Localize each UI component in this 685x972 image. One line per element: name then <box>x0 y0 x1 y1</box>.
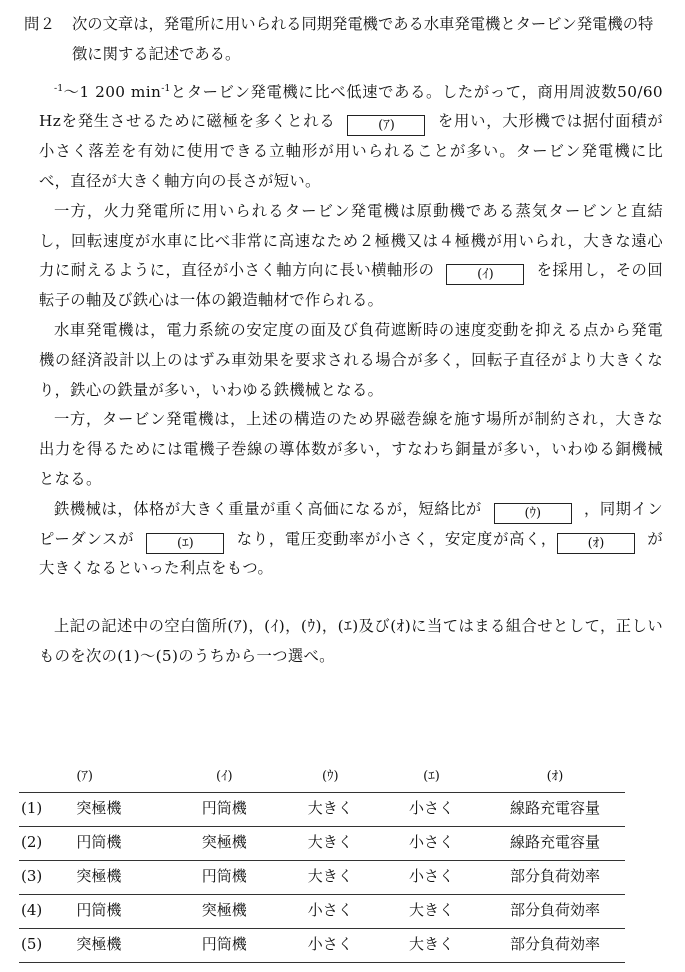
option-cell-i: 円筒機 <box>166 792 283 826</box>
paragraph-5 <box>24 495 663 584</box>
answer-option-row-4 <box>19 894 625 928</box>
paragraph-2 <box>24 197 663 316</box>
blank-o: (ｵ) <box>557 533 635 554</box>
blank-i: (ｲ) <box>446 264 524 285</box>
header-cell-o: (ｵ) <box>546 769 564 784</box>
option-cell-e: 小さく <box>378 792 485 826</box>
option-cell-u: 小さく <box>283 894 378 928</box>
option-cell-a: 突極機 <box>62 928 166 962</box>
paragraph-1-text-3: とタービン発電機に比べ低速である。したがって，商用周波数50/60 Hzを発生させるために磁極を多くとれる <box>39 82 663 131</box>
question-intro: 次の文章は，発電所に用いられる同期発電機である水車発電機とタービン発電機の特徴に関する記述である。 <box>72 15 654 63</box>
paragraph-1-text-2: ～1 200 min <box>63 82 162 101</box>
option-cell-u: 小さく <box>283 928 378 962</box>
option-cell-e: 大きく <box>378 928 485 962</box>
blank-e: (ｴ) <box>146 533 224 554</box>
paragraph-5-text-2: ，同期インピーダンスが <box>39 499 663 548</box>
option-cell-o: 線路充電容量 <box>485 792 625 826</box>
header-cell-u: (ｳ) <box>321 769 339 784</box>
paragraph-4: 一方，タービン発電機は，上述の構造のため界磁巻線を施す場所が制約され，大きな出力を得るためには電機子巻線の導体数が多い，すなわち銅量が多い，いわゆる銅機械となる。 <box>39 410 663 488</box>
blank-u: (ｳ) <box>494 503 572 524</box>
option-cell-a: 突極機 <box>62 860 166 894</box>
answer-table-header-row <box>19 762 625 792</box>
answer-table <box>19 762 625 963</box>
paragraph-2-text-1: 一方，火力発電所に用いられるタービン発電機は原動機である蒸気タービンと直結し，回転速度が水車に比べ非常に高速なため２極機又は４極機が用いられ，大きな遠心力に耐えるように，直径が小さく軸方向に長い横軸形の <box>39 201 663 280</box>
option-cell-a: 突極機 <box>62 792 166 826</box>
paragraph-1 <box>24 74 663 197</box>
option-cell-i: 円筒機 <box>166 860 283 894</box>
option-cell-e: 大きく <box>378 894 485 928</box>
paragraph-3: 水車発電機は，電力系統の安定度の面及び負荷遮断時の速度変動を抑える点から発電機の経済設計以上のはずみ車効果を要求される場合が多く，回転子直径がより大きくなり，鉄心の鉄量が多い，いわゆる鉄機械となる。 <box>39 320 663 399</box>
option-cell-a: 円筒機 <box>62 894 166 928</box>
option-number: (5) <box>19 928 62 962</box>
option-cell-o: 線路充電容量 <box>485 826 625 860</box>
paragraph-2-text-2: を採用し，その回転子の軸及び鉄心は一体の鍛造軸材で作られる。 <box>39 261 663 310</box>
answer-option-row-2 <box>19 826 625 860</box>
option-cell-i: 突極機 <box>166 894 283 928</box>
paragraph-5-text-1: 鉄機械は，体格が大きく重量が重く高価になるが，短絡比が <box>54 499 482 518</box>
option-cell-a: 円筒機 <box>62 826 166 860</box>
unit-superscript-1: -1 <box>54 82 64 94</box>
option-number: (1) <box>19 792 62 826</box>
answer-option-row-3 <box>19 860 625 894</box>
blank-a: (ｱ) <box>347 115 425 136</box>
option-cell-o: 部分負荷効率 <box>485 860 625 894</box>
answer-option-row-1 <box>19 792 625 826</box>
answer-option-row-5 <box>19 928 625 962</box>
option-cell-o: 部分負荷効率 <box>485 928 625 962</box>
paragraph-5-text-3: なり，電圧変動率が小さく，安定度が高く， <box>236 529 557 548</box>
option-number: (3) <box>19 860 62 894</box>
paragraph-1-text-4: を用い，大形機では据付面積が小さく落差を有効に使用できる立軸形が用いられることが多い。タービン発電機に比べ，直径が大きく軸方向の長さが短い。 <box>39 112 663 190</box>
question-number: 問２ <box>24 15 56 33</box>
option-cell-e: 小さく <box>378 860 485 894</box>
option-cell-u: 大きく <box>283 792 378 826</box>
header-cell-number <box>19 762 62 792</box>
option-number: (4) <box>19 894 62 928</box>
paragraph-5-text-4: が大きくなるといった利点をもつ。 <box>39 529 664 578</box>
unit-superscript-2: -1 <box>161 82 171 94</box>
option-cell-e: 小さく <box>378 826 485 860</box>
header-cell-e: (ｴ) <box>423 769 440 784</box>
header-cell-a: (ｱ) <box>76 769 93 784</box>
option-cell-i: 円筒機 <box>166 928 283 962</box>
header-cell-i: (ｲ) <box>215 769 233 784</box>
option-number: (2) <box>19 826 62 860</box>
instruction: 上記の記述中の空白箇所(ｱ)，(ｲ)，(ｳ)，(ｴ)及び(ｵ)に当てはまる組合せとして，正しいものを次の(1)～(5)のうちから一つ選べ。 <box>39 617 663 665</box>
option-cell-i: 突極機 <box>166 826 283 860</box>
question-header <box>24 10 663 70</box>
option-cell-u: 大きく <box>283 860 378 894</box>
option-cell-u: 大きく <box>283 826 378 860</box>
option-cell-o: 部分負荷効率 <box>485 894 625 928</box>
